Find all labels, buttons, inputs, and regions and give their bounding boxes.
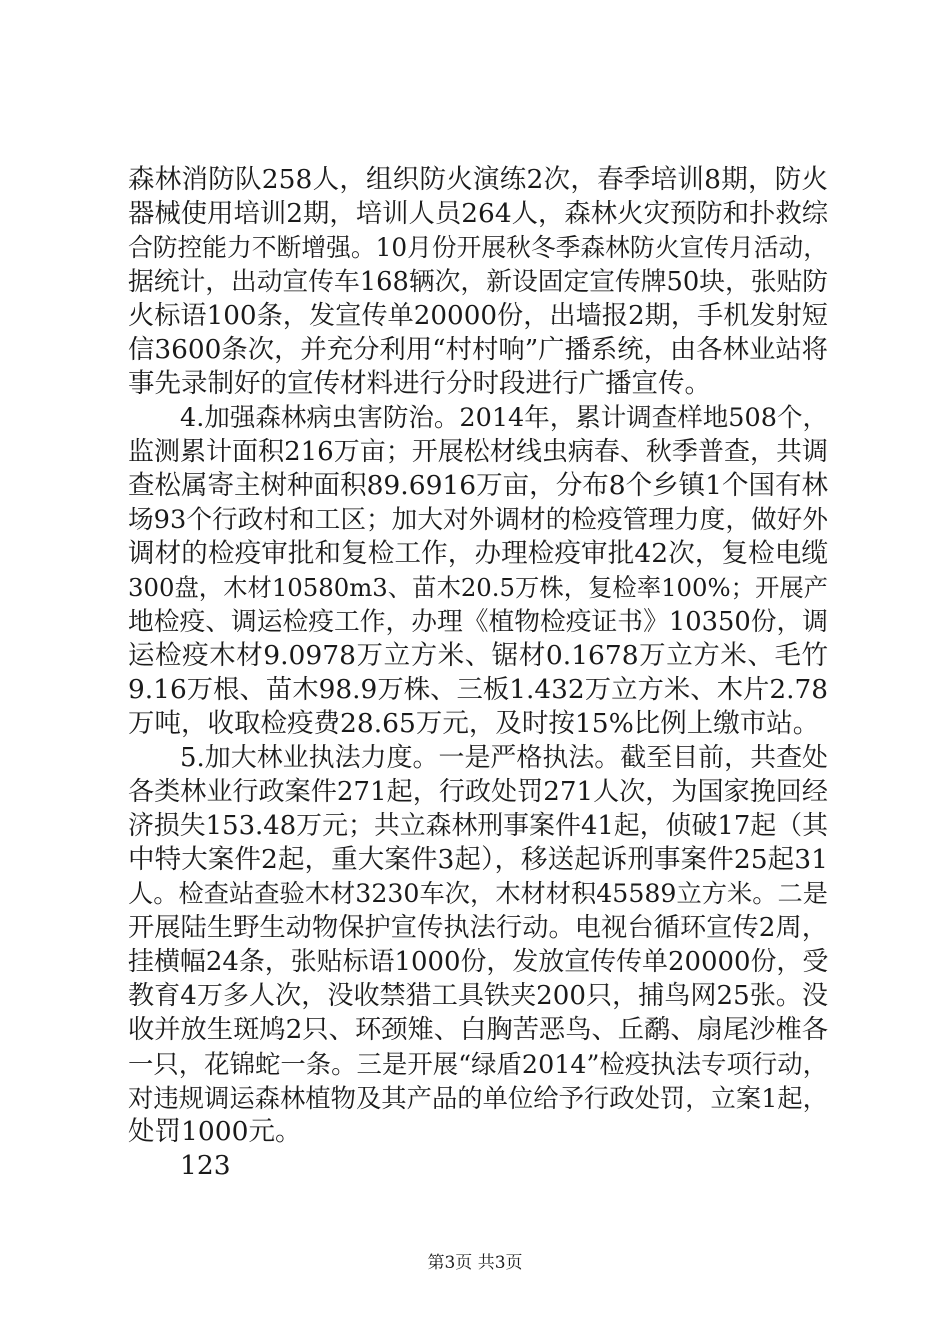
body-text-line: 济损失153.48万元；共立森林刑事案件41起，侦破17起（其 bbox=[128, 811, 828, 841]
body-text-line: 地检疫、调运检疫工作，办理《植物检疫证书》10350份，调 bbox=[128, 607, 828, 637]
body-text-line: 查松属寄主树种面积89.6916万亩，分布8个乡镇1个国有林 bbox=[128, 470, 828, 501]
body-text-line: 收并放生斑鸠2只、环颈雉、白胸苦恶鸟、丘鹬、扇尾沙椎各 bbox=[128, 1015, 828, 1045]
page-footer: 第3页 共3页 bbox=[427, 1253, 523, 1273]
body-text-line: 据统计，出动宣传车168辆次，新设固定宣传牌50块，张贴防 bbox=[128, 267, 828, 297]
body-text-line: 森林消防队258人，组织防火演练2次，春季培训8期，防火 bbox=[128, 164, 828, 195]
body-text-line: 中特大案件2起，重大案件3起），移送起诉刑事案件25起31 bbox=[128, 844, 828, 875]
body-text-line: 信3600条次，并充分利用“村村响”广播系统，由各林业站将 bbox=[128, 335, 828, 365]
body-text-line: 对违规调运森林植物及其产品的单位给予行政处罚，立案1起， bbox=[128, 1083, 828, 1113]
body-text-line: 监测累计面积216万亩；开展松材线虫病春、秋季普查，共调 bbox=[128, 437, 828, 467]
body-text-line: 开展陆生野生动物保护宣传执法行动。电视台循环宣传2周， bbox=[128, 913, 828, 943]
body-text-line: 9.16万根、苗木98.9万株、三板1.432万立方米、木片2.78 bbox=[128, 675, 829, 705]
paragraph-4-heading-line: 4.加强森林病虫害防治。2014年，累计调查样地508个， bbox=[180, 403, 828, 433]
body-text-line: 挂横幅24条，张贴标语1000份，发放宣传传单20000份，受 bbox=[128, 947, 829, 977]
body-text-line: 人。检查站查验木材3230车次，木材材积45589立方米。二是 bbox=[128, 879, 828, 908]
trailing-number: 123 bbox=[180, 1150, 231, 1181]
body-text-line: 各类林业行政案件271起，行政处罚271人次，为国家挽回经 bbox=[128, 777, 828, 807]
body-text-line: 事先录制好的宣传材料进行分时段进行广播宣传。 bbox=[128, 368, 711, 399]
body-text-line: 万吨，收取检疫费28.65万元，及时按15%比例上缴市站。 bbox=[128, 708, 820, 739]
body-text-line: 场93个行政村和工区；加大对外调材的检疫管理力度，做好外 bbox=[128, 505, 828, 535]
body-text-line: 一只，花锦蛇一条。三是开展“绿盾2014”检疫执法专项行动， bbox=[128, 1049, 828, 1079]
body-text-line: 处罚1000元。 bbox=[128, 1116, 302, 1147]
body-text-line: 教育4万多人次，没收禁猎工具铁夹200只，捕鸟网25张。没 bbox=[128, 981, 828, 1011]
body-text-line: 器械使用培训2期，培训人员264人，森林火灾预防和扑救综 bbox=[128, 199, 829, 229]
body-text-line: 运检疫木材9.0978万立方米、锯材0.1678万立方米、毛竹 bbox=[128, 640, 828, 671]
body-text-line: 300盘，木材10580m3、苗木20.5万株，复检率100%；开展产 bbox=[128, 573, 828, 602]
paragraph-5-heading-line: 5.加大林业执法力度。一是严格执法。截至目前，共查处 bbox=[180, 743, 829, 773]
body-text-line: 合防控能力不断增强。10月份开展秋冬季森林防火宣传月活动， bbox=[128, 233, 828, 262]
body-text-line: 调材的检疫审批和复检工作，办理检疫审批42次，复检电缆 bbox=[128, 538, 828, 569]
body-text-line: 火标语100条，发宣传单20000份，出墙报2期，手机发射短 bbox=[128, 301, 828, 331]
